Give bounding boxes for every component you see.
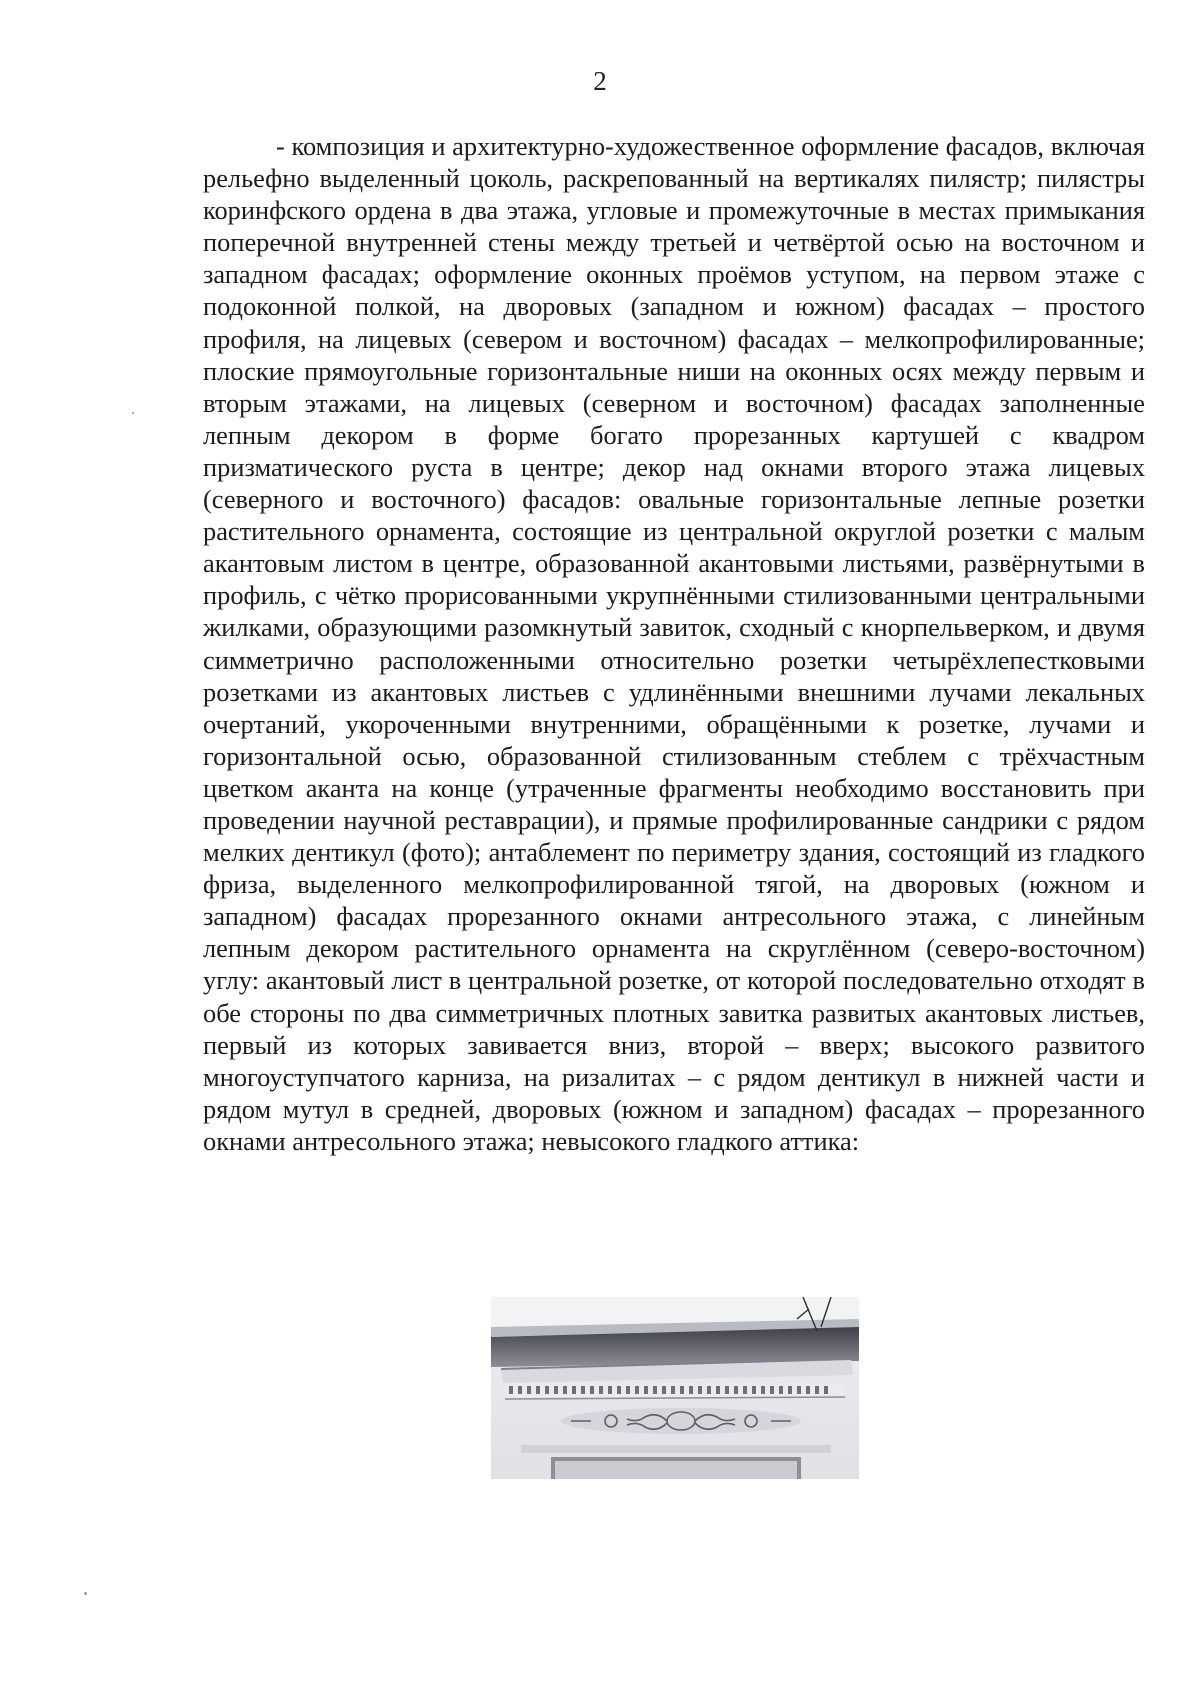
page-number: 2 (593, 66, 607, 96)
body-paragraph: - композиция и архитектурно-художественное оформление фасадов, включая рельефно выделенный цоколь, раскрепованный на вертикалях пилястр; пилястры коринфского ордена в два этажа, угловые и промежуточные в местах примыкания поперечной внутренней стены между третьей и четвёртой осью на восточном и западном фасадах; оформление оконных проёмов уступом, на первом этаже с подоконной полкой, на дворовых (западном и южном) фасадах – простого профиля, на лицевых (севером и восточном) фасадах – мелкопрофилированные; плоские прямоугольные горизонтальные ниши на оконных осях между первым и вторым этажами, на лицевых (северном и восточном) фасадах заполненные лепным декором в форме богато прорезанных картушей с квадром призматического руста в центре; декор над окнами второго этажа лицевых (северного и восточного) фасадов: овальные горизонтальные лепные розетки растительного орнамента, состоящие из центральной округлой розетки с малым акантовым листом в центре, образованной акантовыми листьями, развёрнутыми в профиль, с чётко прорисованными укрупнёнными стилизованными центральными жилками, образующими разомкнутый завиток, сходный с кнорпельверком, и двумя симметрично расположенными относительно розетки четырёхлепестковыми розетками из акантовых листьев с удлинёнными внешними лучами лекальных очертаний, укороченными внутренними, обращёнными к розетке, лучами и горизонтальной осью, образованной стилизованным стеблем с трёхчастным цветком аканта на конце (утраченные фрагменты необходимо восстановить при проведении научной реставрации), и прямые профилированные сандрики с рядом мелких дентикул (фото); антаблемент по периметру здания, состоящий из гладкого фриза, выделенного мелкопрофилированной тягой, на дворовых (южном и западном) фасадах прорезанного окнами антресольного этажа, с линейным лепным декором растительного орнамента на скруглённом (северо-восточном) углу: акантовый лист в центральной розетке, от которой последовательно отходят в обе стороны по два симметричных плотных завитка развитых акантовых листьев, первый из которых завивается вниз, второй – вверх; высокого развитого многоуступчатого карниза, на ризалитах – с рядом дентикул в нижней части и рядом мутул в средней, дворовых (южном и западном) фасадах – прорезанного окнами антресольного этажа; невысокого гладкого аттика: (203, 131, 1145, 1156)
scan-speck (132, 412, 134, 414)
facade-photo (491, 1297, 859, 1479)
photo-window-decor-sandrik (491, 1297, 859, 1479)
scan-speck (84, 1592, 87, 1595)
